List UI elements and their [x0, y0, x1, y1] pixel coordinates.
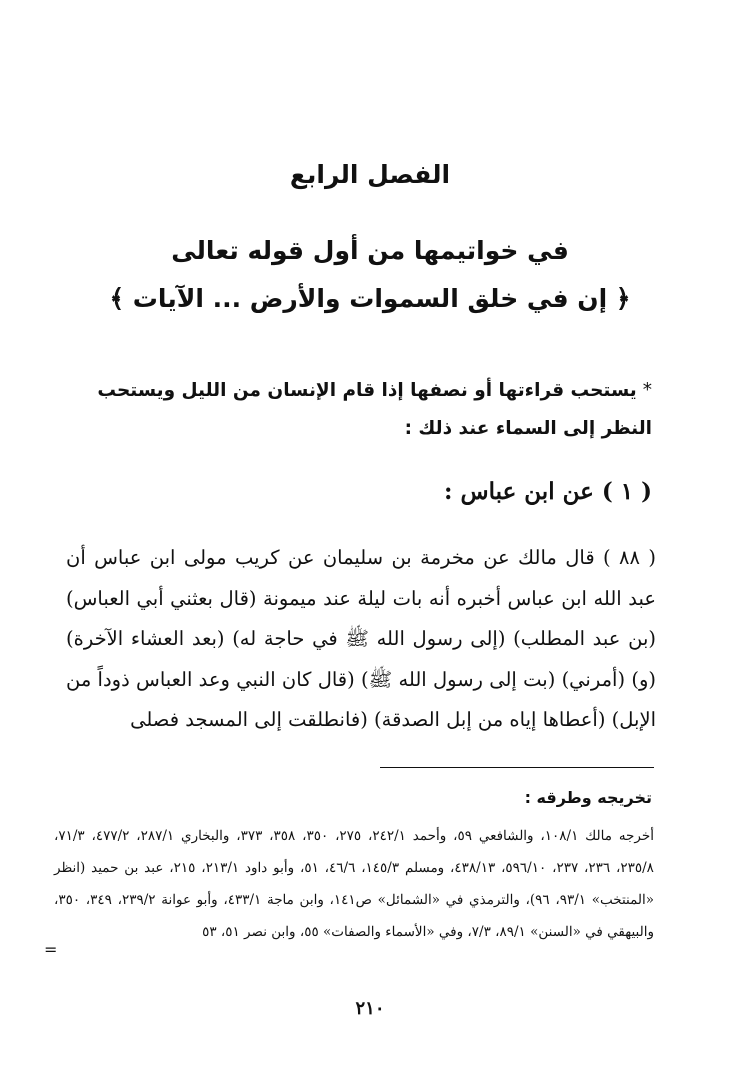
- chapter-subtitle-line2: ﴿ إن في خلق السموات والأرض ... الآيات ﴾: [109, 284, 631, 313]
- intro-text: يستحب قراءتها أو نصفها إذا قام الإنسان من الليل ويستحب النظر إلى السماء عند ذلك :: [97, 380, 652, 439]
- intro-paragraph: [52, 372, 652, 448]
- chapter-title: الفصل الرابع: [289, 160, 451, 189]
- page-number: ٢١٠: [355, 998, 385, 1019]
- hadith-text: ( ٨٨ ) قال مالك عن مخرمة بن سليمان عن كريب مولى ابن عباس أن عبد الله ابن عباس أخبره أنه بات ليلة عند ميمونة (قال بعثني أبي العباس) (بن عبد المطلب) (إلى رسول الله ﷺ في حاجة له) (بعد العشاء الآخرة) (و) (أمرني) (بت إلى رسول الله ﷺ) (قال كان النبي وعد العباس ذوداً من الإبل) (أعطاها إياه من إبل الصدقة) (فانطلقت إلى المسجد فصلى: [66, 546, 656, 731]
- footnote-heading: تخريجه وطرقه :: [524, 788, 652, 807]
- footnote-divider: [380, 767, 654, 768]
- asterisk-marker: *: [642, 380, 652, 401]
- continuation-mark: =: [44, 940, 58, 959]
- section-heading: ( ١ ) عن ابن عباس :: [444, 478, 652, 505]
- chapter-subtitle-line1: في خواتيمها من أول قوله تعالى: [171, 236, 569, 265]
- footnote-text: أخرجه مالك ١٠٨/١، والشافعي ٥٩، وأحمد ٢٤٢/١، ٢٧٥، ٣٥٠، ٣٥٨، ٣٧٣، والبخاري ٢٨٧/١، ٤٧٧/٢، ٧١/٣، ٢٣٥/٨، ٢٣٦، ٢٣٧، ٥٩٦/١٠، ٤٣٨/١٣، ومسلم ١٤٥/٣، ٤٦/٦، ٥١، وأبو داود ٢١٣/١، ٢١٥، عبد بن حميد (انظر «المنتخب» ٩٣/١، ٩٦)، والترمذي في «الشمائل» ص١٤١، وابن ماجة ٤٣٣/١، وأبو عوانة ٢٣٩/٢، ٣٤٩، ٣٥٠، والبيهقي في «السنن» ٨٩/١، ٧/٣، وفي «الأسماء والصفات» ٥٥، وابن نصر ٥١، ٥٣: [54, 828, 655, 940]
